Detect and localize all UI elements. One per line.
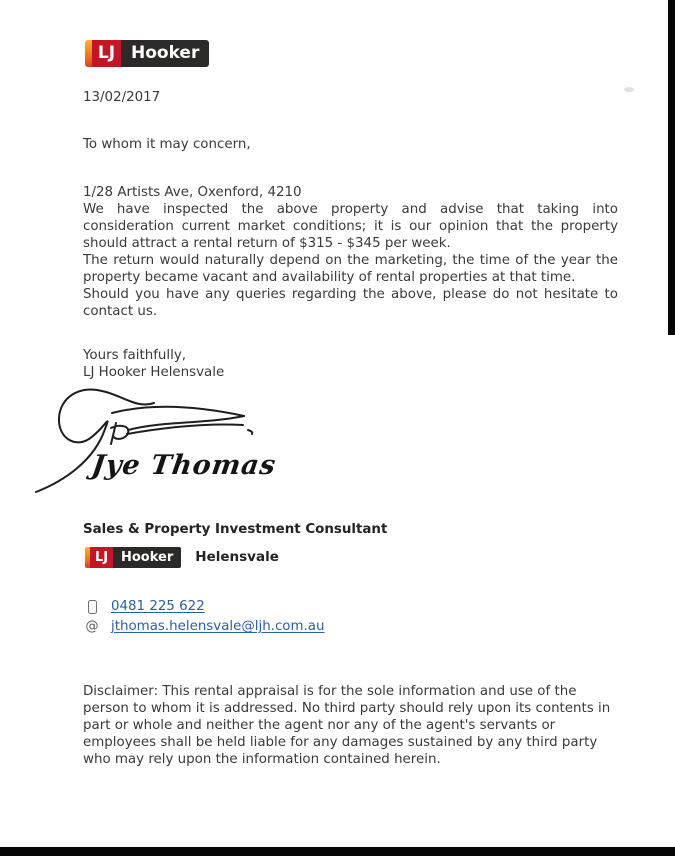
mobile-phone-icon [88, 600, 97, 614]
contact-block [85, 598, 618, 635]
logo-gradient-strip-icon [85, 40, 92, 67]
letter-page [83, 0, 618, 768]
body-paragraph: Should you have any queries regarding the above, please do not hesitate to contact us. [83, 287, 618, 319]
valediction-block [83, 347, 618, 381]
email-link[interactable]: jthomas.helensvale@ljh.com.au [111, 619, 325, 634]
handwritten-signature-icon [30, 381, 290, 499]
scan-artifact-right-bar [668, 0, 675, 335]
property-address: 1/28 Artists Ave, Oxenford, 4210 [83, 185, 302, 200]
lj-hooker-logo-small [85, 547, 181, 568]
salutation: To whom it may concern, [83, 137, 251, 152]
scan-artifact-bottom-bar [0, 847, 675, 856]
email-at-icon: @ [85, 619, 99, 634]
body-paragraph: The return would naturally depend on the marketing, the time of the year the property became vacant and availability of rental properties at that time. [83, 253, 618, 285]
logo-lj-badge: LJ [90, 547, 113, 568]
logo-lj-badge: LJ [92, 40, 121, 67]
phone-row [85, 598, 618, 615]
lj-hooker-logo [85, 40, 209, 67]
office-name: Helensvale [195, 549, 279, 565]
disclaimer-text: Disclaimer: This rental appraisal is for the sole information and use of the person to whom it is addressed. No third party should rely upon its contents in part or whole and neither the agent nor any of the agent's servants or employees shall be held liable for any damages sustained by any third party who may rely upon the information contained herein. [83, 684, 611, 767]
footer-logo-row [85, 547, 618, 568]
signatory-script-name: Jye Thomas [89, 450, 279, 481]
body-paragraph: We have inspected the above property and advise that taking into consideration current market conditions; it is our opinion that the property should attract a rental return of $315 - $345 per week. [83, 202, 618, 251]
scan-smudge [624, 87, 634, 92]
signature-area [30, 381, 290, 499]
phone-link[interactable]: 0481 225 622 [111, 599, 205, 614]
logo-hooker-badge: Hooker [113, 547, 181, 568]
letter-date: 13/02/2017 [83, 90, 161, 105]
header-logo-row [85, 40, 618, 67]
valediction: Yours faithfully, [83, 348, 187, 363]
valediction-company: LJ Hooker Helensvale [83, 365, 225, 380]
email-row [85, 618, 618, 635]
logo-hooker-badge: Hooker [121, 40, 209, 67]
signatory-title: Sales & Property Investment Consultant [83, 522, 388, 537]
